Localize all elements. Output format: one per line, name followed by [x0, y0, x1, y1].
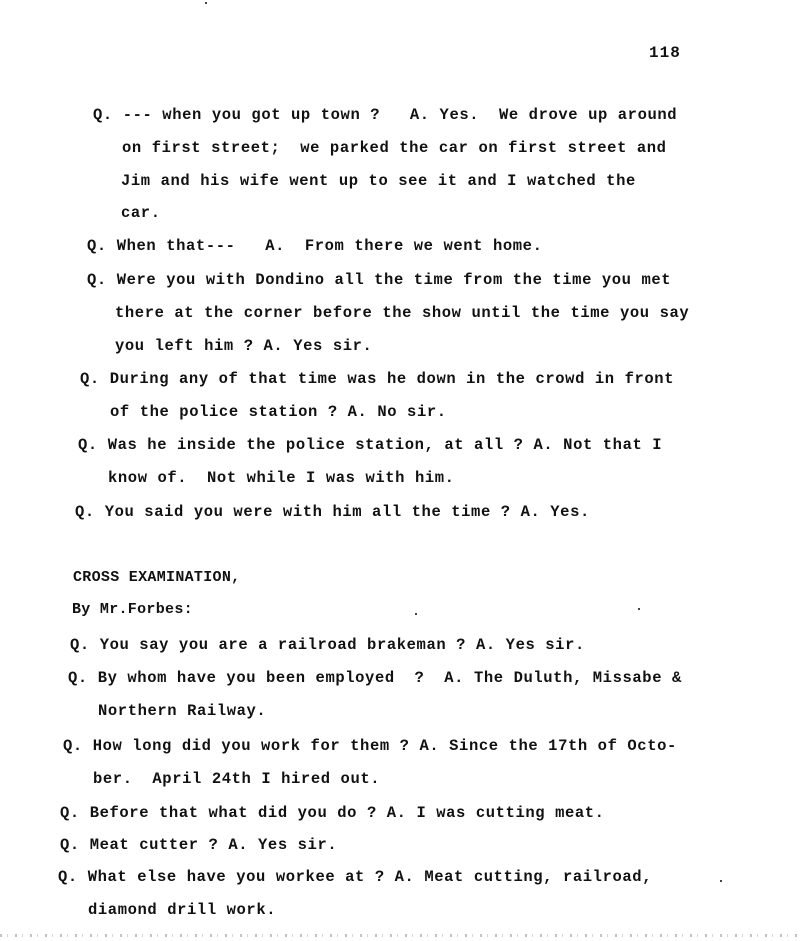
scan-speck — [205, 2, 207, 4]
transcript-line: Northern Railway. — [98, 702, 267, 720]
section-heading: CROSS EXAMINATION, — [73, 569, 241, 586]
scan-speck — [638, 608, 640, 610]
transcript-line: of the police station ? A. No sir. — [110, 403, 447, 421]
transcript-line: there at the corner before the show until the time you say — [115, 304, 690, 322]
transcript-line: Q. What else have you workee at ? A. Meat cutting, railroad, — [58, 868, 653, 886]
transcript-line: Q. Before that what did you do ? A. I was cutting meat. — [60, 804, 605, 822]
transcript-line: Q. Were you with Dondino all the time from the time you met — [87, 271, 672, 289]
scan-speck — [415, 613, 417, 615]
page-number: 118 — [649, 44, 681, 62]
transcript-line: Q. Was he inside the police station, at all ? A. Not that I — [78, 436, 663, 454]
scan-edge-noise — [0, 934, 800, 937]
scan-speck — [720, 880, 722, 882]
transcript-line: diamond drill work. — [88, 901, 277, 919]
transcript-line: on first street; we parked the car on first street and — [122, 139, 667, 157]
transcript-line: Q. --- when you got up town ? A. Yes. We drove up around — [93, 106, 678, 124]
transcript-line: Q. How long did you work for them ? A. Since the 17th of Octo- — [63, 737, 677, 755]
transcript-line: Q. You said you were with him all the time ? A. Yes. — [75, 503, 590, 521]
transcript-line: car. — [121, 204, 161, 222]
examiner-label: By Mr.Forbes: — [72, 601, 193, 618]
transcript-line: Q. When that--- A. From there we went home. — [87, 237, 543, 255]
transcript-line: Q. Meat cutter ? A. Yes sir. — [60, 836, 338, 854]
transcript-line: Q. During any of that time was he down in the crowd in front — [80, 370, 675, 388]
transcript-line: Jim and his wife went up to see it and I watched the — [121, 172, 636, 190]
transcript-line: know of. Not while I was with him. — [108, 469, 455, 487]
transcript-line: ber. April 24th I hired out. — [93, 770, 381, 788]
transcript-line: Q. By whom have you been employed ? A. The Duluth, Missabe & — [68, 669, 682, 687]
transcript-line: Q. You say you are a railroad brakeman ? A. Yes sir. — [70, 636, 585, 654]
transcript-line: you left him ? A. Yes sir. — [115, 337, 373, 355]
